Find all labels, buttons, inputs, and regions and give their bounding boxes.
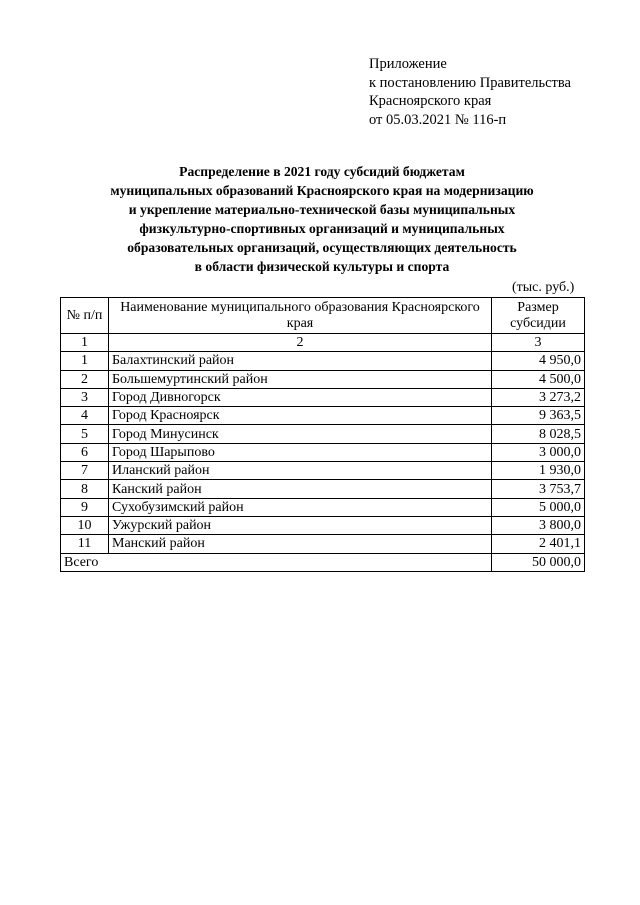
subsidy-table: [60, 297, 585, 572]
table-row: [61, 388, 585, 406]
row-amount: 9 363,5: [492, 407, 585, 425]
row-number: 5: [61, 425, 109, 443]
table-row: [61, 352, 585, 370]
table-row: [61, 498, 585, 516]
row-municipality: Сухобузимский район: [109, 498, 492, 516]
row-number: 3: [61, 388, 109, 406]
document-title: [60, 162, 584, 276]
row-number: 4: [61, 407, 109, 425]
table-row: [61, 462, 585, 480]
header-amount: Размер субсидии: [492, 298, 585, 334]
row-municipality: Манский район: [109, 535, 492, 553]
row-amount: 3 800,0: [492, 516, 585, 534]
title-line: Распределение в 2021 году субсидий бюджетам: [179, 164, 465, 179]
appendix-line: к постановлению Правительства: [369, 74, 571, 91]
row-municipality: Город Красноярск: [109, 407, 492, 425]
row-amount: 4 950,0: [492, 352, 585, 370]
appendix-block: [369, 55, 571, 129]
row-municipality: Город Дивногорск: [109, 388, 492, 406]
title-line: физкультурно-спортивных организаций и муниципальных: [139, 221, 505, 236]
total-label: Всего: [61, 553, 492, 571]
row-amount: 1 930,0: [492, 462, 585, 480]
table-row: [61, 480, 585, 498]
row-number: 10: [61, 516, 109, 534]
units-label: (тыс. руб.): [512, 280, 575, 295]
row-number: 6: [61, 443, 109, 461]
table-row: [61, 443, 585, 461]
title-line: муниципальных образований Красноярского края на модернизацию: [110, 183, 534, 198]
appendix-line: от 05.03.2021 № 116-п: [369, 111, 507, 128]
column-number: 1: [61, 334, 109, 352]
row-amount: 3 000,0: [492, 443, 585, 461]
row-number: 8: [61, 480, 109, 498]
table-header-row: [61, 298, 585, 334]
row-number: 2: [61, 370, 109, 388]
row-municipality: Город Минусинск: [109, 425, 492, 443]
header-num: № п/п: [61, 298, 109, 334]
header-name: Наименование муниципального образования Красноярского края: [109, 298, 492, 334]
title-line: в области физической культуры и спорта: [194, 259, 450, 274]
row-amount: 5 000,0: [492, 498, 585, 516]
column-number: 3: [492, 334, 585, 352]
row-amount: 3 753,7: [492, 480, 585, 498]
title-line: и укрепление материально-технической базы муниципальных: [128, 202, 516, 217]
table-row: [61, 370, 585, 388]
table-row: [61, 425, 585, 443]
table-row: [61, 407, 585, 425]
table-row: [61, 516, 585, 534]
appendix-line: Красноярского края: [369, 93, 492, 109]
row-municipality: Ужурский район: [109, 516, 492, 534]
total-amount: 50 000,0: [492, 553, 585, 571]
row-number: 11: [61, 535, 109, 553]
row-amount: 2 401,1: [492, 535, 585, 553]
title-line: образовательных организаций, осуществляющих деятельность: [127, 240, 517, 255]
row-amount: 3 273,2: [492, 388, 585, 406]
column-number-row: [61, 334, 585, 352]
row-number: 9: [61, 498, 109, 516]
row-amount: 4 500,0: [492, 370, 585, 388]
row-municipality: Балахтинский район: [109, 352, 492, 370]
row-municipality: Город Шарыпово: [109, 443, 492, 461]
column-number: 2: [109, 334, 492, 352]
row-number: 7: [61, 462, 109, 480]
row-municipality: Большемуртинский район: [109, 370, 492, 388]
row-municipality: Канский район: [109, 480, 492, 498]
row-municipality: Иланский район: [109, 462, 492, 480]
table-row: [61, 535, 585, 553]
total-row: [61, 553, 585, 571]
appendix-line: Приложение: [369, 56, 447, 72]
row-amount: 8 028,5: [492, 425, 585, 443]
row-number: 1: [61, 352, 109, 370]
